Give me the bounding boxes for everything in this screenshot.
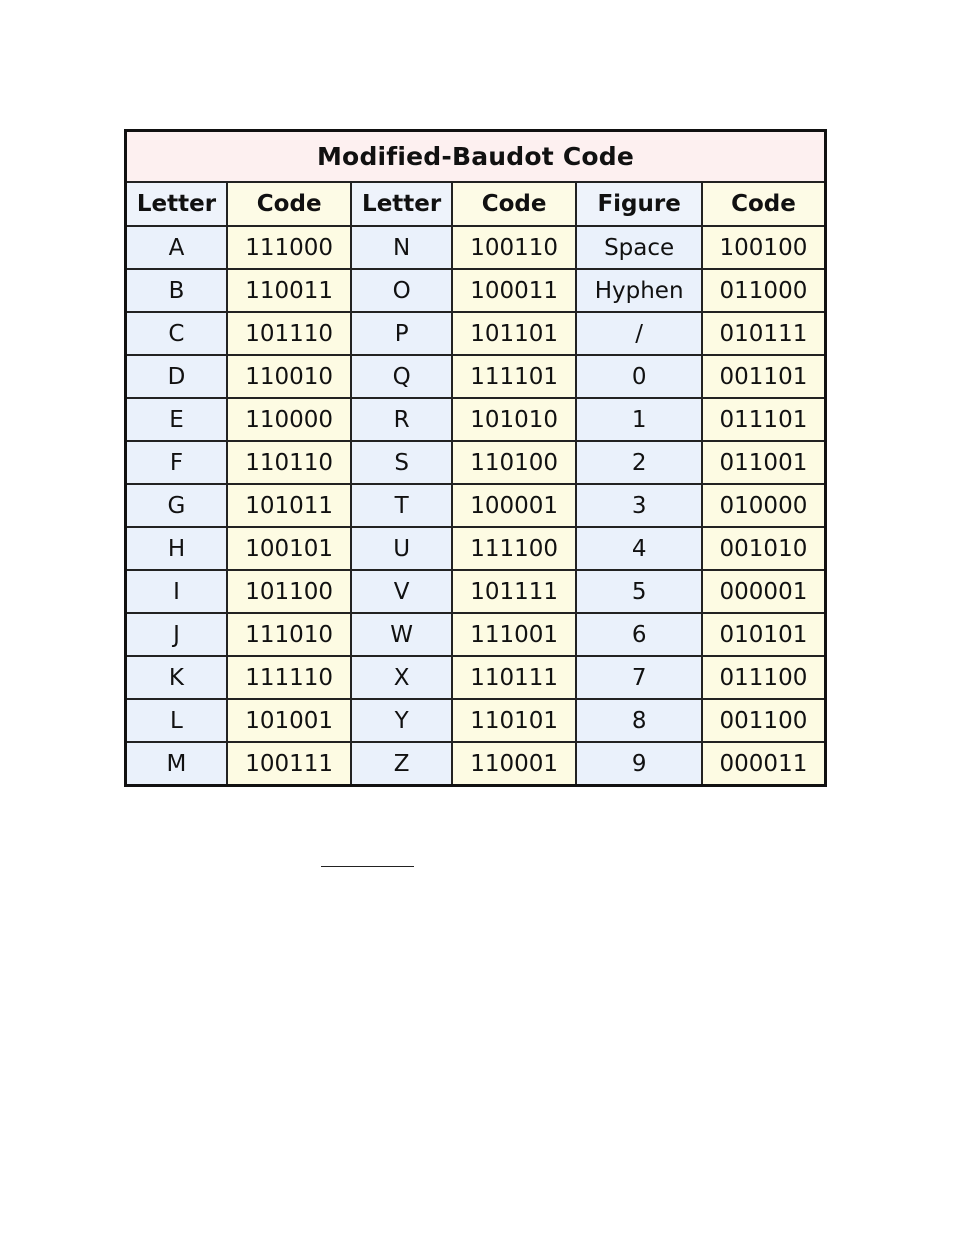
letter-cell: C [126, 312, 227, 355]
header-letter-2: Letter [351, 182, 451, 226]
code-cell: 110001 [452, 742, 577, 786]
table-row [126, 699, 826, 742]
letter-cell: R [351, 398, 451, 441]
letter-cell: P [351, 312, 451, 355]
code-cell: 011000 [702, 269, 826, 312]
table-row [126, 312, 826, 355]
header-code-1: Code [227, 182, 352, 226]
table-row [126, 269, 826, 312]
figure-cell: 1 [576, 398, 702, 441]
figure-cell: 7 [576, 656, 702, 699]
table-row [126, 441, 826, 484]
figure-cell: Hyphen [576, 269, 702, 312]
code-cell: 100001 [452, 484, 577, 527]
table-row [126, 398, 826, 441]
figure-cell: 9 [576, 742, 702, 786]
table-title-row [126, 131, 826, 183]
figure-cell: 3 [576, 484, 702, 527]
letter-cell: O [351, 269, 451, 312]
code-cell: 101110 [227, 312, 352, 355]
figure-cell: 2 [576, 441, 702, 484]
code-cell: 110101 [452, 699, 577, 742]
letter-cell: B [126, 269, 227, 312]
letter-cell: F [126, 441, 227, 484]
letter-cell: Z [351, 742, 451, 786]
code-cell: 100101 [227, 527, 352, 570]
figure-cell: 0 [576, 355, 702, 398]
code-cell: 110010 [227, 355, 352, 398]
code-cell: 110100 [452, 441, 577, 484]
code-cell: 111101 [452, 355, 577, 398]
code-cell: 101001 [227, 699, 352, 742]
figure-cell: / [576, 312, 702, 355]
code-cell: 001100 [702, 699, 826, 742]
code-cell: 011101 [702, 398, 826, 441]
letter-cell: N [351, 226, 451, 269]
code-cell: 010000 [702, 484, 826, 527]
code-cell: 010111 [702, 312, 826, 355]
code-cell: 101011 [227, 484, 352, 527]
letter-cell: H [126, 527, 227, 570]
table-body [126, 226, 826, 786]
code-cell: 101010 [452, 398, 577, 441]
figure-cell: 4 [576, 527, 702, 570]
code-cell: 111110 [227, 656, 352, 699]
letter-cell: X [351, 656, 451, 699]
table-row [126, 527, 826, 570]
code-cell: 000001 [702, 570, 826, 613]
letter-cell: A [126, 226, 227, 269]
header-letter-1: Letter [126, 182, 227, 226]
letter-cell: G [126, 484, 227, 527]
code-cell: 010101 [702, 613, 826, 656]
code-cell: 111000 [227, 226, 352, 269]
code-cell: 111010 [227, 613, 352, 656]
letter-cell: M [126, 742, 227, 786]
table-row [126, 226, 826, 269]
figure-cell: Space [576, 226, 702, 269]
code-cell: 111001 [452, 613, 577, 656]
code-cell: 101111 [452, 570, 577, 613]
code-cell: 110111 [452, 656, 577, 699]
code-cell: 111100 [452, 527, 577, 570]
letter-cell: V [351, 570, 451, 613]
letter-cell: W [351, 613, 451, 656]
letter-cell: T [351, 484, 451, 527]
code-cell: 110000 [227, 398, 352, 441]
code-cell: 100100 [702, 226, 826, 269]
letter-cell: Y [351, 699, 451, 742]
code-cell: 001101 [702, 355, 826, 398]
letter-cell: L [126, 699, 227, 742]
table-title: Modified-Baudot Code [126, 131, 826, 183]
code-cell: 001010 [702, 527, 826, 570]
table-row [126, 570, 826, 613]
code-cell: 100110 [452, 226, 577, 269]
blank-underline [321, 866, 414, 867]
figure-cell: 5 [576, 570, 702, 613]
table-header-row [126, 182, 826, 226]
table-row [126, 484, 826, 527]
letter-cell: I [126, 570, 227, 613]
header-code-3: Code [702, 182, 826, 226]
letter-cell: U [351, 527, 451, 570]
code-cell: 100111 [227, 742, 352, 786]
header-code-2: Code [452, 182, 577, 226]
code-cell: 011001 [702, 441, 826, 484]
code-cell: 101100 [227, 570, 352, 613]
code-cell: 110110 [227, 441, 352, 484]
letter-cell: K [126, 656, 227, 699]
baudot-code-table [124, 129, 827, 787]
code-cell: 101101 [452, 312, 577, 355]
letter-cell: D [126, 355, 227, 398]
table-row [126, 742, 826, 786]
code-cell: 000011 [702, 742, 826, 786]
figure-cell: 6 [576, 613, 702, 656]
letter-cell: E [126, 398, 227, 441]
letter-cell: Q [351, 355, 451, 398]
code-cell: 011100 [702, 656, 826, 699]
code-cell: 100011 [452, 269, 577, 312]
table-row [126, 656, 826, 699]
letter-cell: S [351, 441, 451, 484]
figure-cell: 8 [576, 699, 702, 742]
letter-cell: J [126, 613, 227, 656]
table-row [126, 613, 826, 656]
header-figure: Figure [576, 182, 702, 226]
code-cell: 110011 [227, 269, 352, 312]
table-row [126, 355, 826, 398]
